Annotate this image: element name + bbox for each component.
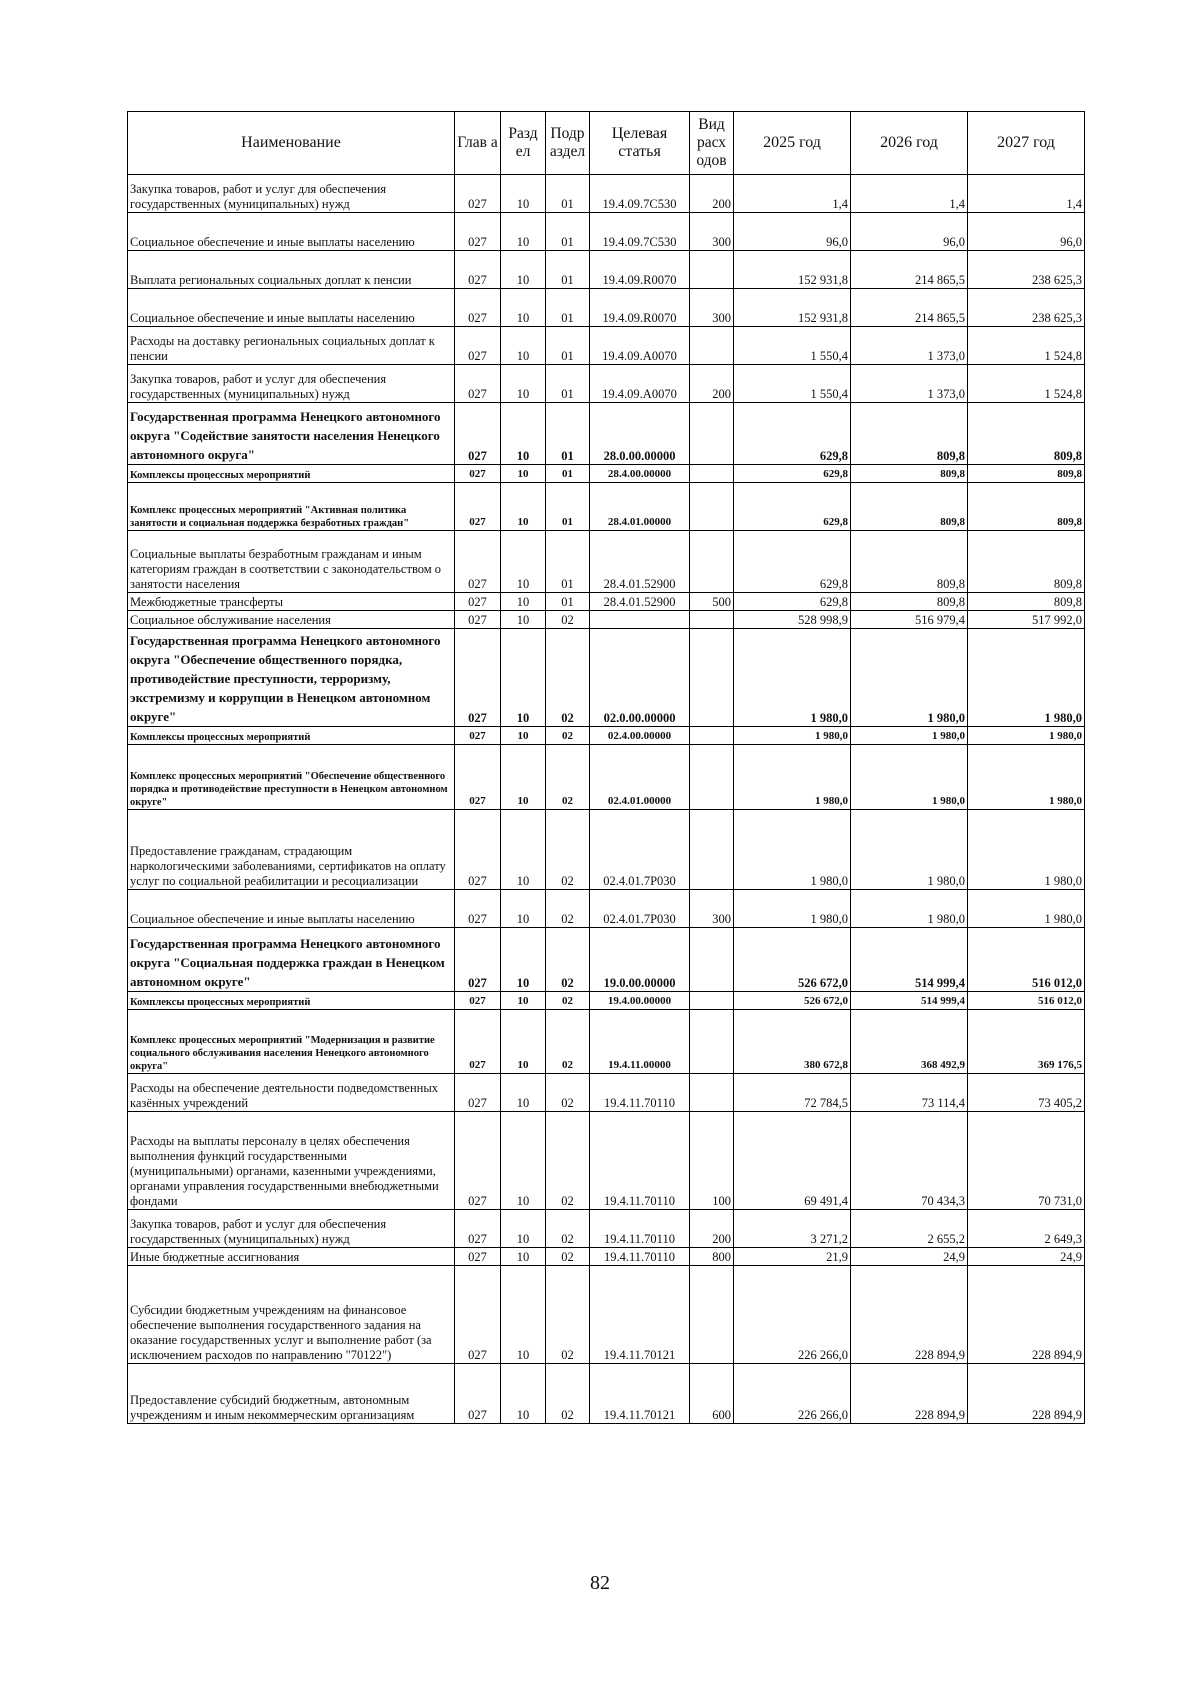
cell-y2026: 1 980,0 xyxy=(851,810,968,890)
cell-target: 28.0.00.00000 xyxy=(590,403,690,465)
cell-y2027: 1 980,0 xyxy=(968,629,1085,727)
cell-y2027: 809,8 xyxy=(968,403,1085,465)
cell-target: 19.4.09.А0070 xyxy=(590,327,690,365)
cell-vid xyxy=(690,611,734,629)
cell-y2027: 70 731,0 xyxy=(968,1112,1085,1210)
cell-y2026: 1 373,0 xyxy=(851,327,968,365)
cell-glava: 027 xyxy=(455,992,501,1010)
cell-target: 19.4.11.70110 xyxy=(590,1210,690,1248)
table-row xyxy=(128,531,1085,593)
cell-podrazdel: 01 xyxy=(546,175,590,213)
cell-razdel: 10 xyxy=(501,593,546,611)
cell-razdel: 10 xyxy=(501,1248,546,1266)
table-row xyxy=(128,992,1085,1010)
cell-target: 28.4.01.52900 xyxy=(590,593,690,611)
cell-y2026: 1 373,0 xyxy=(851,365,968,403)
table-row xyxy=(128,810,1085,890)
cell-target: 19.4.09.R0070 xyxy=(590,251,690,289)
cell-name: Комплекс процессных мероприятий "Обеспечение общественного порядка и противодействие преступности в Ненецком автономном округе" xyxy=(128,745,455,810)
cell-vid: 600 xyxy=(690,1364,734,1424)
cell-name: Предоставление гражданам, страдающим наркологическими заболеваниями, сертификатов на оплату услуг по социальной реабилитации и ресоциализации xyxy=(128,810,455,890)
cell-razdel: 10 xyxy=(501,175,546,213)
cell-podrazdel: 01 xyxy=(546,365,590,403)
cell-podrazdel: 02 xyxy=(546,1210,590,1248)
cell-glava: 027 xyxy=(455,928,501,992)
cell-y2026: 70 434,3 xyxy=(851,1112,968,1210)
cell-podrazdel: 02 xyxy=(546,1112,590,1210)
cell-glava: 027 xyxy=(455,890,501,928)
cell-y2027: 238 625,3 xyxy=(968,289,1085,327)
cell-podrazdel: 01 xyxy=(546,327,590,365)
cell-y2026: 809,8 xyxy=(851,593,968,611)
cell-y2027: 1 980,0 xyxy=(968,745,1085,810)
cell-podrazdel: 02 xyxy=(546,992,590,1010)
cell-vid: 200 xyxy=(690,175,734,213)
cell-y2025: 1 980,0 xyxy=(734,745,851,810)
table-body xyxy=(128,175,1085,1424)
cell-name: Государственная программа Ненецкого автономного округа "Социальная поддержка граждан в Ненецком автономном округе" xyxy=(128,928,455,992)
cell-y2025: 526 672,0 xyxy=(734,928,851,992)
cell-glava: 027 xyxy=(455,629,501,727)
table-row xyxy=(128,629,1085,727)
cell-y2026: 96,0 xyxy=(851,213,968,251)
cell-y2026: 516 979,4 xyxy=(851,611,968,629)
column-header-2025: 2025 год xyxy=(734,112,851,175)
cell-glava: 027 xyxy=(455,251,501,289)
cell-vid xyxy=(690,1010,734,1074)
cell-glava: 027 xyxy=(455,365,501,403)
cell-podrazdel: 02 xyxy=(546,810,590,890)
table-row xyxy=(128,1112,1085,1210)
cell-vid xyxy=(690,483,734,531)
cell-razdel: 10 xyxy=(501,1266,546,1364)
cell-vid xyxy=(690,1074,734,1112)
cell-vid xyxy=(690,992,734,1010)
cell-y2025: 3 271,2 xyxy=(734,1210,851,1248)
table-row xyxy=(128,213,1085,251)
table-row xyxy=(128,727,1085,745)
cell-razdel: 10 xyxy=(501,1210,546,1248)
cell-name: Закупка товаров, работ и услуг для обеспечения государственных (муниципальных) нужд xyxy=(128,1210,455,1248)
cell-razdel: 10 xyxy=(501,531,546,593)
table-row xyxy=(128,1364,1085,1424)
table-row xyxy=(128,365,1085,403)
cell-vid: 100 xyxy=(690,1112,734,1210)
cell-y2025: 69 491,4 xyxy=(734,1112,851,1210)
table-row xyxy=(128,1074,1085,1112)
cell-name: Расходы на выплаты персоналу в целях обеспечения выполнения функций государственными (муниципальными) органами, казенными учреждениями, органами управления государственными внебюджетными фондами xyxy=(128,1112,455,1210)
cell-glava: 027 xyxy=(455,745,501,810)
cell-target: 19.4.11.70121 xyxy=(590,1364,690,1424)
cell-podrazdel: 01 xyxy=(546,465,590,483)
table-row xyxy=(128,593,1085,611)
cell-y2026: 1 980,0 xyxy=(851,629,968,727)
cell-y2025: 1 550,4 xyxy=(734,327,851,365)
cell-name: Комплексы процессных мероприятий xyxy=(128,727,455,745)
cell-vid xyxy=(690,745,734,810)
cell-name: Комплексы процессных мероприятий xyxy=(128,465,455,483)
cell-podrazdel: 01 xyxy=(546,403,590,465)
cell-name: Расходы на доставку региональных социальных доплат к пенсии xyxy=(128,327,455,365)
cell-razdel: 10 xyxy=(501,289,546,327)
cell-target: 28.4.01.52900 xyxy=(590,531,690,593)
cell-y2026: 73 114,4 xyxy=(851,1074,968,1112)
cell-vid xyxy=(690,465,734,483)
cell-target: 19.4.09.А0070 xyxy=(590,365,690,403)
cell-glava: 027 xyxy=(455,465,501,483)
cell-glava: 027 xyxy=(455,1010,501,1074)
cell-y2027: 238 625,3 xyxy=(968,251,1085,289)
cell-target: 02.4.01.00000 xyxy=(590,745,690,810)
cell-podrazdel: 01 xyxy=(546,531,590,593)
cell-razdel: 10 xyxy=(501,1112,546,1210)
cell-vid xyxy=(690,403,734,465)
cell-podrazdel: 02 xyxy=(546,1364,590,1424)
cell-glava: 027 xyxy=(455,1364,501,1424)
cell-name: Межбюджетные трансферты xyxy=(128,593,455,611)
cell-y2025: 1 980,0 xyxy=(734,890,851,928)
cell-name: Государственная программа Ненецкого автономного округа "Содействие занятости населения Ненецкого автономного округа" xyxy=(128,403,455,465)
cell-target xyxy=(590,611,690,629)
cell-vid xyxy=(690,531,734,593)
cell-podrazdel: 02 xyxy=(546,727,590,745)
cell-glava: 027 xyxy=(455,213,501,251)
cell-y2025: 629,8 xyxy=(734,531,851,593)
cell-vid: 500 xyxy=(690,593,734,611)
cell-target: 19.0.00.00000 xyxy=(590,928,690,992)
cell-podrazdel: 02 xyxy=(546,1266,590,1364)
cell-razdel: 10 xyxy=(501,327,546,365)
cell-podrazdel: 02 xyxy=(546,1010,590,1074)
column-header-name: Наименование xyxy=(128,112,455,175)
cell-razdel: 10 xyxy=(501,745,546,810)
column-header-target: Целевая статья xyxy=(590,112,690,175)
cell-razdel: 10 xyxy=(501,1074,546,1112)
cell-y2027: 228 894,9 xyxy=(968,1266,1085,1364)
table-header-row xyxy=(128,112,1085,175)
table-row xyxy=(128,483,1085,531)
cell-vid: 300 xyxy=(690,213,734,251)
cell-target: 19.4.11.70121 xyxy=(590,1266,690,1364)
cell-y2025: 1 980,0 xyxy=(734,629,851,727)
cell-y2025: 226 266,0 xyxy=(734,1364,851,1424)
column-header-2026: 2026 год xyxy=(851,112,968,175)
cell-y2027: 516 012,0 xyxy=(968,928,1085,992)
cell-glava: 027 xyxy=(455,403,501,465)
cell-podrazdel: 02 xyxy=(546,1074,590,1112)
column-header-razdel: Разд ел xyxy=(501,112,546,175)
cell-glava: 027 xyxy=(455,1074,501,1112)
cell-name: Комплексы процессных мероприятий xyxy=(128,992,455,1010)
cell-y2027: 809,8 xyxy=(968,531,1085,593)
column-header-vid: Вид расх одов xyxy=(690,112,734,175)
cell-razdel: 10 xyxy=(501,365,546,403)
cell-y2025: 629,8 xyxy=(734,593,851,611)
cell-vid xyxy=(690,928,734,992)
cell-glava: 027 xyxy=(455,1248,501,1266)
cell-target: 02.4.01.7Р030 xyxy=(590,890,690,928)
cell-y2025: 1 980,0 xyxy=(734,727,851,745)
cell-y2026: 809,8 xyxy=(851,531,968,593)
table-row xyxy=(128,745,1085,810)
cell-y2026: 214 865,5 xyxy=(851,251,968,289)
cell-podrazdel: 02 xyxy=(546,629,590,727)
cell-y2025: 380 672,8 xyxy=(734,1010,851,1074)
cell-razdel: 10 xyxy=(501,213,546,251)
table-row xyxy=(128,403,1085,465)
cell-name: Закупка товаров, работ и услуг для обеспечения государственных (муниципальных) нужд xyxy=(128,365,455,403)
cell-vid: 200 xyxy=(690,1210,734,1248)
cell-podrazdel: 01 xyxy=(546,251,590,289)
table-row xyxy=(128,611,1085,629)
cell-vid xyxy=(690,629,734,727)
cell-podrazdel: 02 xyxy=(546,1248,590,1266)
table-row xyxy=(128,928,1085,992)
cell-razdel: 10 xyxy=(501,611,546,629)
cell-vid xyxy=(690,327,734,365)
cell-y2027: 809,8 xyxy=(968,465,1085,483)
cell-name: Государственная программа Ненецкого автономного округа "Обеспечение общественного порядка, противодействие преступности, терроризму, экстремизму и коррупции в Ненецком автономном округе" xyxy=(128,629,455,727)
cell-razdel: 10 xyxy=(501,403,546,465)
cell-y2027: 809,8 xyxy=(968,483,1085,531)
cell-razdel: 10 xyxy=(501,483,546,531)
cell-glava: 027 xyxy=(455,810,501,890)
cell-y2025: 152 931,8 xyxy=(734,289,851,327)
cell-y2026: 228 894,9 xyxy=(851,1364,968,1424)
cell-y2025: 226 266,0 xyxy=(734,1266,851,1364)
budget-table xyxy=(127,111,1085,1424)
cell-y2027: 96,0 xyxy=(968,213,1085,251)
cell-y2025: 72 784,5 xyxy=(734,1074,851,1112)
cell-y2025: 1 980,0 xyxy=(734,810,851,890)
cell-podrazdel: 02 xyxy=(546,890,590,928)
cell-y2026: 214 865,5 xyxy=(851,289,968,327)
cell-target: 19.4.11.00000 xyxy=(590,1010,690,1074)
cell-y2026: 809,8 xyxy=(851,483,968,531)
cell-podrazdel: 02 xyxy=(546,928,590,992)
cell-y2026: 1 980,0 xyxy=(851,745,968,810)
cell-podrazdel: 01 xyxy=(546,213,590,251)
cell-y2026: 809,8 xyxy=(851,465,968,483)
column-header-podrazdel: Подр аздел xyxy=(546,112,590,175)
cell-y2025: 21,9 xyxy=(734,1248,851,1266)
table-row xyxy=(128,890,1085,928)
cell-y2026: 368 492,9 xyxy=(851,1010,968,1074)
cell-y2027: 1,4 xyxy=(968,175,1085,213)
cell-y2027: 1 524,8 xyxy=(968,327,1085,365)
cell-razdel: 10 xyxy=(501,1364,546,1424)
cell-target: 19.4.11.70110 xyxy=(590,1112,690,1210)
cell-y2027: 809,8 xyxy=(968,593,1085,611)
cell-y2026: 1 980,0 xyxy=(851,727,968,745)
cell-vid xyxy=(690,251,734,289)
cell-y2026: 514 999,4 xyxy=(851,928,968,992)
cell-target: 19.4.09.R0070 xyxy=(590,289,690,327)
cell-y2026: 1,4 xyxy=(851,175,968,213)
cell-y2026: 1 980,0 xyxy=(851,890,968,928)
cell-glava: 027 xyxy=(455,483,501,531)
table-row xyxy=(128,175,1085,213)
table-row xyxy=(128,465,1085,483)
cell-podrazdel: 01 xyxy=(546,289,590,327)
cell-glava: 027 xyxy=(455,1210,501,1248)
cell-target: 19.4.09.7С530 xyxy=(590,175,690,213)
cell-name: Комплекс процессных мероприятий "Модернизация и развитие социального обслуживания населения Ненецкого автономного округа" xyxy=(128,1010,455,1074)
cell-podrazdel: 02 xyxy=(546,611,590,629)
cell-name: Комплекс процессных мероприятий "Активная политика занятости и социальная поддержка безработных граждан" xyxy=(128,483,455,531)
cell-vid: 300 xyxy=(690,289,734,327)
cell-y2025: 152 931,8 xyxy=(734,251,851,289)
cell-vid: 200 xyxy=(690,365,734,403)
cell-glava: 027 xyxy=(455,175,501,213)
cell-y2027: 1 980,0 xyxy=(968,727,1085,745)
cell-y2025: 96,0 xyxy=(734,213,851,251)
cell-glava: 027 xyxy=(455,1112,501,1210)
cell-razdel: 10 xyxy=(501,727,546,745)
cell-vid xyxy=(690,727,734,745)
cell-target: 02.0.00.00000 xyxy=(590,629,690,727)
cell-y2027: 24,9 xyxy=(968,1248,1085,1266)
cell-target: 28.4.00.00000 xyxy=(590,465,690,483)
cell-razdel: 10 xyxy=(501,928,546,992)
cell-y2027: 228 894,9 xyxy=(968,1364,1085,1424)
cell-target: 02.4.00.00000 xyxy=(590,727,690,745)
cell-y2027: 73 405,2 xyxy=(968,1074,1085,1112)
cell-y2026: 809,8 xyxy=(851,403,968,465)
cell-glava: 027 xyxy=(455,1266,501,1364)
cell-glava: 027 xyxy=(455,611,501,629)
cell-razdel: 10 xyxy=(501,629,546,727)
cell-target: 02.4.01.7Р030 xyxy=(590,810,690,890)
cell-name: Социальное обеспечение и иные выплаты населению xyxy=(128,890,455,928)
cell-y2027: 516 012,0 xyxy=(968,992,1085,1010)
cell-y2025: 629,8 xyxy=(734,465,851,483)
cell-razdel: 10 xyxy=(501,890,546,928)
cell-name: Предоставление субсидий бюджетным, автономным учреждениям и иным некоммерческим организациям xyxy=(128,1364,455,1424)
cell-razdel: 10 xyxy=(501,810,546,890)
cell-y2026: 24,9 xyxy=(851,1248,968,1266)
cell-name: Выплата региональных социальных доплат к пенсии xyxy=(128,251,455,289)
cell-podrazdel: 01 xyxy=(546,483,590,531)
cell-y2027: 1 524,8 xyxy=(968,365,1085,403)
cell-name: Социальное обеспечение и иные выплаты населению xyxy=(128,289,455,327)
cell-y2027: 1 980,0 xyxy=(968,890,1085,928)
cell-name: Социальное обеспечение и иные выплаты населению xyxy=(128,213,455,251)
cell-name: Социальное обслуживание населения xyxy=(128,611,455,629)
cell-podrazdel: 02 xyxy=(546,745,590,810)
cell-glava: 027 xyxy=(455,289,501,327)
cell-y2025: 1,4 xyxy=(734,175,851,213)
cell-y2025: 526 672,0 xyxy=(734,992,851,1010)
cell-razdel: 10 xyxy=(501,992,546,1010)
column-header-2027: 2027 год xyxy=(968,112,1085,175)
cell-target: 19.4.00.00000 xyxy=(590,992,690,1010)
cell-y2025: 528 998,9 xyxy=(734,611,851,629)
cell-y2027: 369 176,5 xyxy=(968,1010,1085,1074)
cell-glava: 027 xyxy=(455,593,501,611)
cell-name: Социальные выплаты безработным гражданам и иным категориям граждан в соответствии с законодательством о занятости населения xyxy=(128,531,455,593)
cell-razdel: 10 xyxy=(501,251,546,289)
table-row xyxy=(128,1010,1085,1074)
cell-vid xyxy=(690,1266,734,1364)
cell-y2026: 514 999,4 xyxy=(851,992,968,1010)
cell-target: 19.4.11.70110 xyxy=(590,1248,690,1266)
cell-target: 28.4.01.00000 xyxy=(590,483,690,531)
cell-y2025: 629,8 xyxy=(734,403,851,465)
cell-vid: 300 xyxy=(690,890,734,928)
cell-target: 19.4.11.70110 xyxy=(590,1074,690,1112)
cell-y2026: 2 655,2 xyxy=(851,1210,968,1248)
table-row xyxy=(128,251,1085,289)
cell-glava: 027 xyxy=(455,327,501,365)
cell-razdel: 10 xyxy=(501,465,546,483)
table-row xyxy=(128,1210,1085,1248)
cell-podrazdel: 01 xyxy=(546,593,590,611)
cell-name: Расходы на обеспечение деятельности подведомственных казённых учреждений xyxy=(128,1074,455,1112)
cell-y2026: 228 894,9 xyxy=(851,1266,968,1364)
cell-name: Иные бюджетные ассигнования xyxy=(128,1248,455,1266)
table-row xyxy=(128,327,1085,365)
cell-y2027: 2 649,3 xyxy=(968,1210,1085,1248)
table-row xyxy=(128,289,1085,327)
cell-vid: 800 xyxy=(690,1248,734,1266)
cell-glava: 027 xyxy=(455,727,501,745)
table-row xyxy=(128,1266,1085,1364)
budget-table-container xyxy=(127,111,1084,1424)
column-header-glava: Глав а xyxy=(455,112,501,175)
cell-y2027: 517 992,0 xyxy=(968,611,1085,629)
table-row xyxy=(128,1248,1085,1266)
cell-glava: 027 xyxy=(455,531,501,593)
cell-y2025: 1 550,4 xyxy=(734,365,851,403)
cell-y2027: 1 980,0 xyxy=(968,810,1085,890)
cell-target: 19.4.09.7С530 xyxy=(590,213,690,251)
cell-y2025: 629,8 xyxy=(734,483,851,531)
cell-name: Закупка товаров, работ и услуг для обеспечения государственных (муниципальных) нужд xyxy=(128,175,455,213)
cell-vid xyxy=(690,810,734,890)
cell-razdel: 10 xyxy=(501,1010,546,1074)
page-number: 82 xyxy=(590,1572,610,1594)
cell-name: Субсидии бюджетным учреждениям на финансовое обеспечение выполнения государственного задания на оказание государственных услуг и выполнение работ (за исключением расходов по направлению "70122") xyxy=(128,1266,455,1364)
